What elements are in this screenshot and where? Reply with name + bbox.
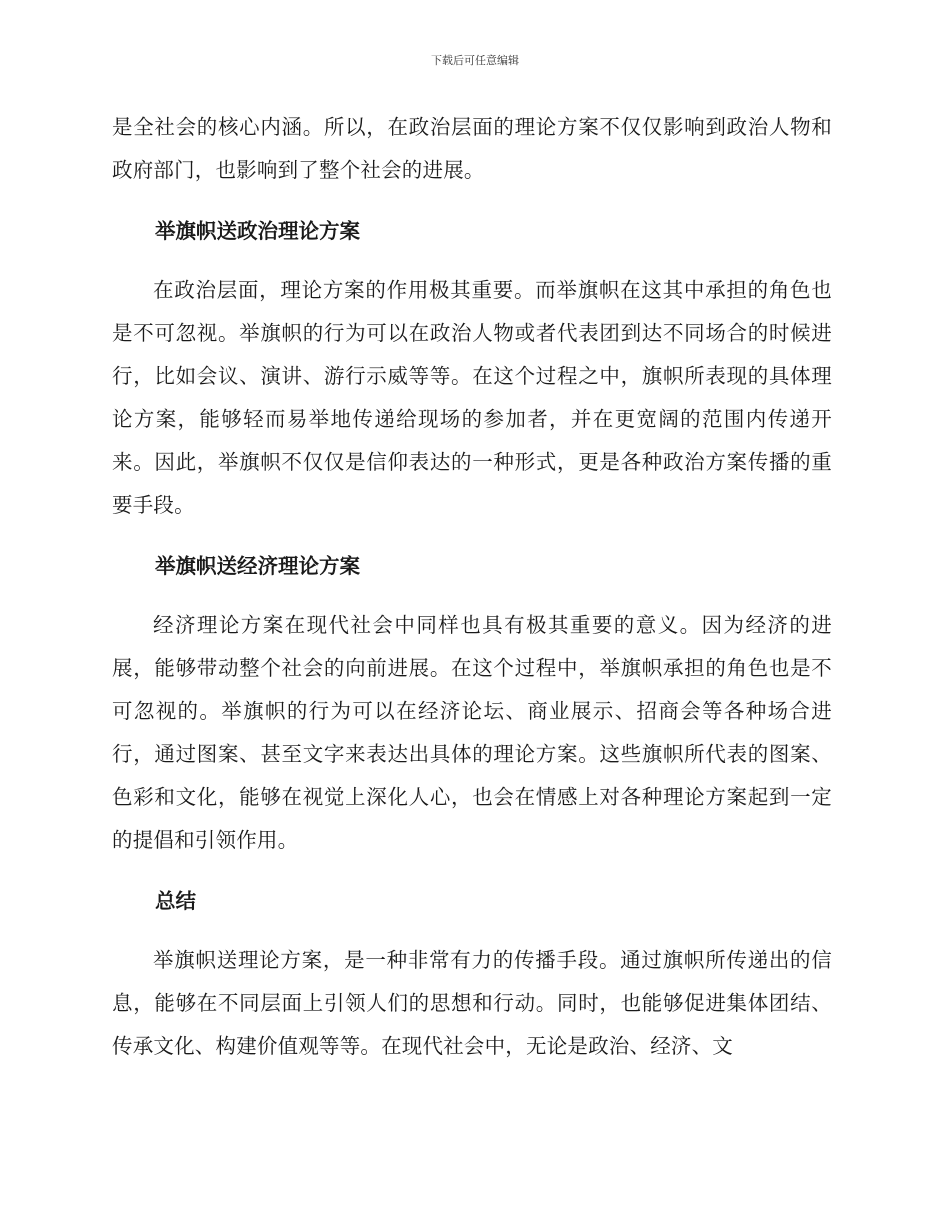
document-body (112, 106, 832, 1068)
section-heading-economic: 举旗帜送经济理论方案 (155, 554, 360, 578)
section-heading-political: 举旗帜送政治理论方案 (155, 219, 360, 243)
section-heading-summary: 总结 (155, 889, 196, 913)
section-body-political: 在政治层面，理论方案的作用极其重要。而举旗帜在这其中承担的角色也是不可忽视。举旗帜的行为可以在政治人物或者代表团到达不同场合的时候进行，比如会议、演讲、游行示威等等。在这个过程之中，旗帜所表现的具体理论方案，能够轻而易举地传递给现场的参加者，并在更宽阔的范围内传递开来。因此，举旗帜不仅仅是信仰表达的一种形式，更是各种政治方案传播的重要手段。 (112, 278, 832, 517)
page-header-note: 下载后可任意编辑 (431, 54, 519, 67)
section-body-economic: 经济理论方案在现代社会中同样也具有极其重要的意义。因为经济的进展，能够带动整个社会的向前进展。在这个过程中，举旗帜承担的角色也是不可忽视的。举旗帜的行为可以在经济论坛、商业展示、招商会等各种场合进行，通过图案、甚至文字来表达出具体的理论方案。这些旗帜所代表的图案、色彩和文化，能够在视觉上深化人心，也会在情感上对各种理论方案起到一定的提倡和引领作用。 (112, 613, 832, 852)
section-body-summary: 举旗帜送理论方案，是一种非常有力的传播手段。通过旗帜所传递出的信息，能够在不同层面上引领人们的思想和行动。同时，也能够促进集体团结、传承文化、构建价值观等等。在现代社会中，无论是政治、经济、文 (112, 948, 832, 1058)
intro-continuation-paragraph: 是全社会的核心内涵。所以，在政治层面的理论方案不仅仅影响到政治人物和政府部门，也影响到了整个社会的进展。 (112, 115, 832, 182)
